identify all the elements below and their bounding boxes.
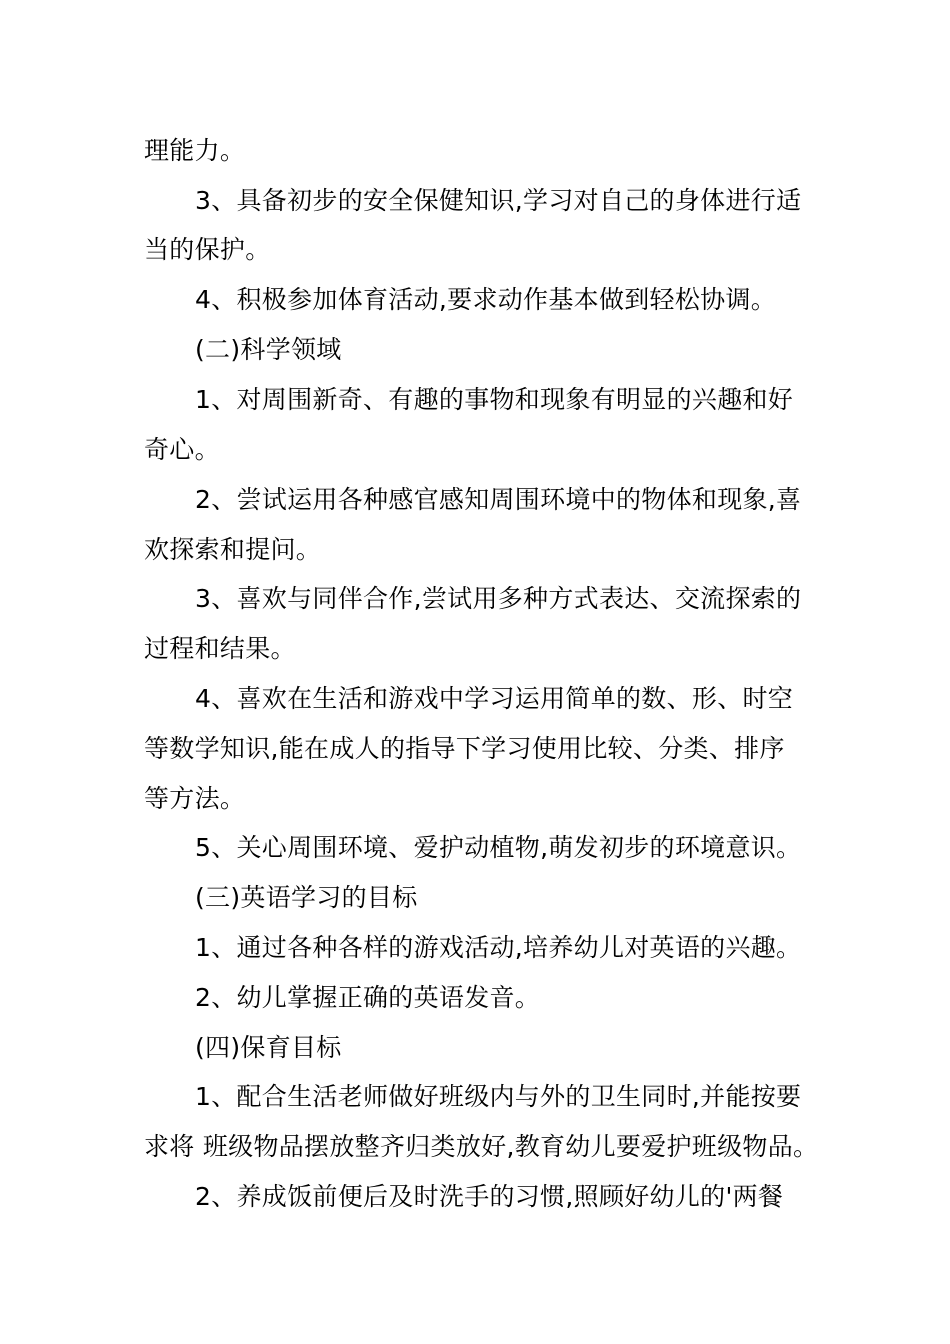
list-item: 2、养成饭前便后及时洗手的习惯,照顾好幼儿的'两餐 [195,1182,784,1211]
list-item: 1、对周围新奇、有趣的事物和现象有明显的兴趣和好 [195,385,794,414]
text-line: 过程和结果。 [144,634,296,663]
section-heading: (二)科学领域 [195,335,342,364]
text-line: 求将 班级物品摆放整齐归类放好,教育幼儿要爱护班级物品。 [144,1132,819,1161]
text-line: 欢探索和提问。 [144,535,322,564]
list-item: 3、喜欢与同伴合作,尝试用多种方式表达、交流探索的 [195,584,802,613]
section-heading: (四)保育目标 [195,1033,342,1062]
list-item: 3、具备初步的安全保健知识,学习对自己的身体进行适 [195,186,802,215]
list-item: 1、通过各种各样的游戏活动,培养幼儿对英语的兴趣。 [195,933,802,962]
section-heading: (三)英语学习的目标 [195,883,418,912]
list-item: 5、关心周围环境、爱护动植物,萌发初步的环境意识。 [195,833,802,862]
list-item: 4、积极参加体育活动,要求动作基本做到轻松协调。 [195,285,777,314]
list-item: 4、喜欢在生活和游戏中学习运用简单的数、形、时空 [195,684,794,713]
text-line: 等数学知识,能在成人的指导下学习使用比较、分类、排序 [144,734,785,763]
list-item: 2、幼儿掌握正确的英语发音。 [195,983,541,1012]
text-line: 当的保护。 [144,235,271,264]
text-line: 奇心。 [144,435,220,464]
list-item: 1、配合生活老师做好班级内与外的卫生同时,并能按要 [195,1082,802,1111]
list-item: 2、尝试运用各种感官感知周围环境中的物体和现象,喜 [195,485,802,514]
text-line: 理能力。 [144,136,246,165]
text-line: 等方法。 [144,784,246,813]
